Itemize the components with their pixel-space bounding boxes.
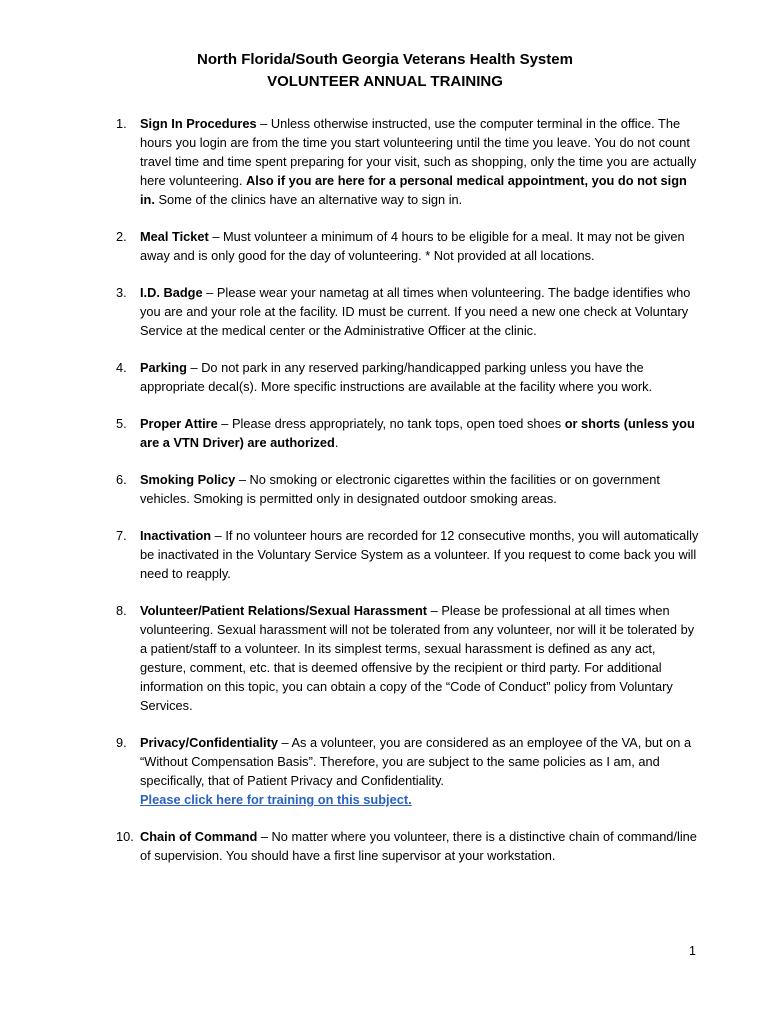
list-item: 7. Inactivation – If no volunteer hours are recorded for 12 consecutive months, you will automatically be inactivated in the Voluntary Service System as a volunteer. If you request to come back you will need to reapply. — [116, 528, 699, 581]
item-heading: Meal Ticket — [140, 229, 209, 244]
list-item: 10. Chain of Command – No matter where you volunteer, there is a distinctive chain of command/line of supervision. You should have a first line supervisor at your workstation. — [116, 829, 697, 863]
list-item: 8. Volunteer/Patient Relations/Sexual Harassment – Please be professional at all times when volunteering. Sexual harassment will not be tolerated from any volunteer, nor will it be tolerated by a patient/staff to a volunteer. In its simplest terms, sexual harassment is defined as any act, gesture, comment, etc. that is deemed offensive by the recipient or third party. For additional information on this topic, you can obtain a copy of the “Code of Conduct” policy from Voluntary Services. — [116, 603, 695, 713]
list-item: 3. I.D. Badge – Please wear your nametag at all times when volunteering. The badge identifies who you are and your role at the facility. ID must be current. If you need a new one check at Voluntary Service at the medical center or the Administrative Officer at the clinic. — [116, 285, 691, 338]
item-heading: Inactivation — [140, 528, 212, 543]
list-item: 2. Meal Ticket – Must volunteer a minimum of 4 hours to be eligible for a meal. It may not be given away and is only good for the day of volunteering. * Not provided at all locations. — [116, 229, 685, 263]
list-item: 1. Sign In Procedures – Unless otherwise instructed, use the computer terminal in the office. The hours you login are from the time you start volunteering until the time you leave. You do not count travel time and time spent preparing for your visit, such as shopping, only the time you are actually here volunteering. Also if you are here for a personal medical appointment, you do not sign in. Some of the clinics have an alternative way to sign in. — [116, 116, 697, 207]
list-item: 9. Privacy/Confidentiality – As a volunteer, you are considered as an employee of the VA, but on a “Without Compensation Basis”. Therefore, you are subject to the same policies as I am, and specifically, that of Patient Privacy and Confidentiality. Please click here for training on this subject. — [116, 733, 700, 809]
item-heading: I.D. Badge — [140, 285, 203, 300]
list-item: 5. Proper Attire – Please dress appropriately, no tank tops, open toed shoes or shorts (unless you are a VTN Driver) are authorized. — [116, 416, 695, 450]
privacy-training-link[interactable]: Please click here for training on this subject. — [140, 792, 412, 807]
page-number: 1 — [689, 944, 696, 958]
item-heading: Parking — [140, 360, 187, 375]
item-heading: Smoking Policy — [140, 472, 236, 487]
document-title: North Florida/South Georgia Veterans Health System — [197, 51, 573, 68]
item-heading: Privacy/Confidentiality — [140, 735, 278, 750]
list-item: 6. Smoking Policy – No smoking or electronic cigarettes within the facilities or on government vehicles. Smoking is permitted only in designated outdoor smoking areas. — [116, 472, 660, 506]
training-list — [116, 114, 700, 883]
item-heading: Proper Attire — [140, 416, 218, 431]
item-heading: Volunteer/Patient Relations/Sexual Harassment — [140, 603, 428, 618]
document-subtitle: VOLUNTEER ANNUAL TRAINING — [267, 73, 503, 90]
item-heading: Sign In Procedures — [140, 116, 257, 131]
item-heading: Chain of Command — [140, 829, 258, 844]
list-item: 4. Parking – Do not park in any reserved parking/handicapped parking unless you have the appropriate decal(s). More specific instructions are available at the facility where you work. — [116, 360, 653, 394]
